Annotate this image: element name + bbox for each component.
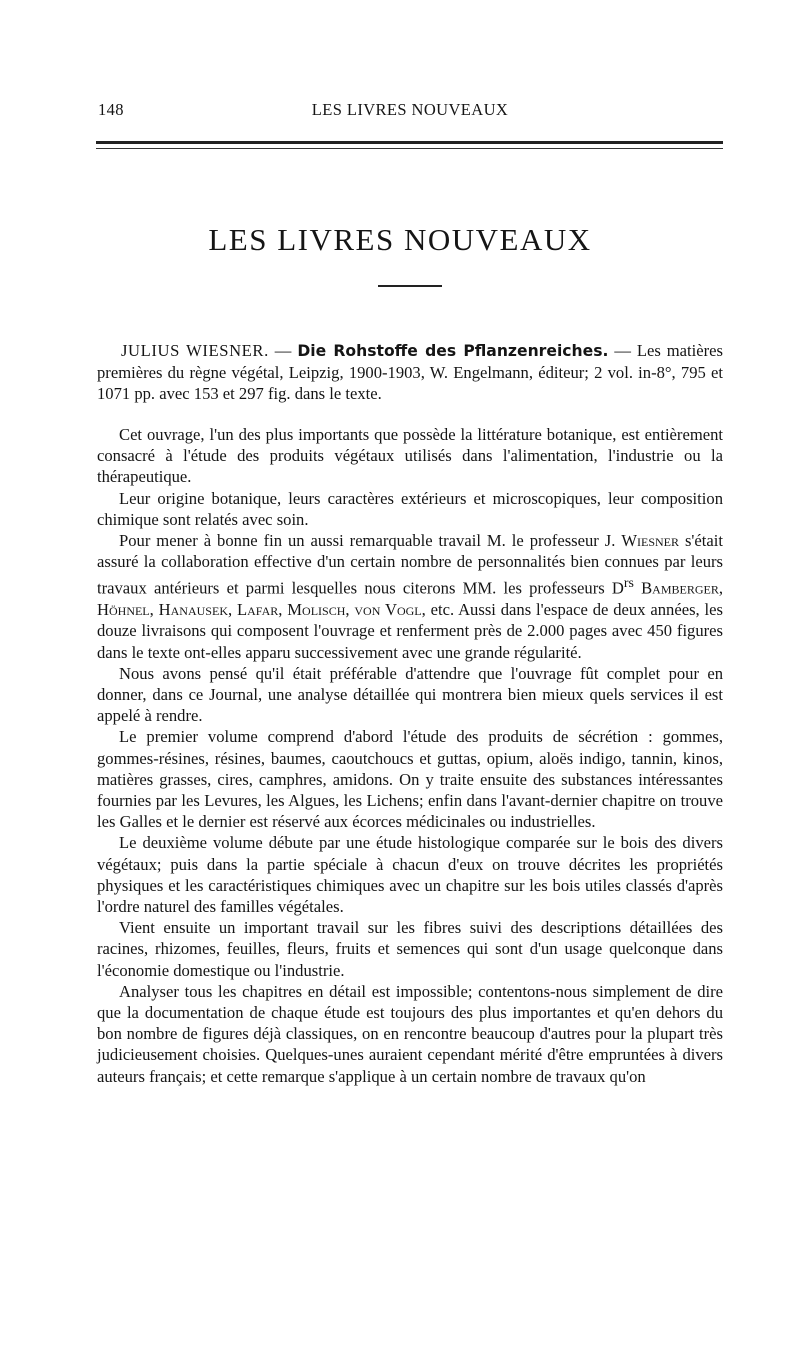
book-details: — Les matières premières du règne végétal, Leipzig, 1900-1903, W. Engelmann, éditeur; 2 vol. in-8°, 795 et 1071 pp. avec 153 et 297 fig. dans le texte. [97,341,723,404]
book-author: JULIUS WIESNER. [121,341,269,360]
paragraph-7: Vient ensuite un important travail sur les fibres suivi des descriptions détaillées des racines, rhizomes, feuilles, fleurs, fruits et semences qui sont d'un usage quelconque dans l'économie domestique ou l'industrie. [97,918,723,980]
section-title: LES LIVRES NOUVEAUX [208,222,592,257]
header-rule-thin [96,148,723,149]
author-name-wiesner: Wiesner [621,531,680,551]
book-title: Die Rohstoffe des Pflanzenreiches. [297,342,609,360]
page-number: 148 [98,100,124,119]
paragraph-4: Nous avons pensé qu'il était préférable d'attendre que l'ouvrage fût complet pour en donner, dans ce Journal, une analyse détaillée qui montrera bien mieux quels services il est appelé à rendre. [97,663,723,726]
doctors-superscript: rs [623,575,634,591]
paragraph-3-text-b: s'était assuré la collaboration effective d'un certain nombre de personnalités bien connues par leurs travaux antérieurs et parmi lesquelles nous citerons MM. les professeurs D [97,531,723,598]
review-body [97,424,723,1087]
paragraph-8: Analyser tous les chapitres en détail est impossible; contentons-nous simplement de dire que la documentation de chaque étude est toujours des plus importantes et qu'en dehors du bon nombre de figures déjà classiques, on en rencontre beaucoup d'autres pour la plupart très judicieusement choisies. Quelques-unes auraient cependant mérité d'être empruntées à divers auteurs français; et cette remarque s'applique à un certain nombre de travaux qu'on [97,981,723,1086]
title-underline [378,285,442,287]
paragraph-1: Cet ouvrage, l'un des plus importants que possède la littérature botanique, est entièrement consacré à l'étude des produits végétaux utilisés dans l'alimentation, l'industrie ou la thérapeutique. [97,425,723,487]
paragraph-3 [97,530,723,663]
paragraph-3-text-a: Pour mener à bonne fin un aussi remarquable travail M. le professeur J. [119,531,622,551]
paragraph-6: Le deuxième volume débute par une étude histologique comparée sur le bois des divers végétaux; puis dans la partie spéciale à chacun d'eux on trouve décrites les propriétés physiques et les caractéristiques chimiques avec un chapitre sur les bois utiles classés d'après l'ordre naturel des familles végétales. [97,833,723,916]
paragraph-3-text-c: , etc. Aussi dans l'espace de deux années, les douze livraisons qui composent l'ouvrage et renferment près de 2.000 pages avec 450 figures dans le texte ont-elles apparu successivement avec une grande régularité. [97,600,723,662]
paragraph-2: Leur origine botanique, leurs caractères extérieurs et microscopiques, leur composition chimique sont relatés avec soin. [97,488,723,529]
running-header [98,100,722,124]
running-title: LES LIVRES NOUVEAUX [311,100,509,119]
paragraph-5: Le premier volume comprend d'abord l'étude des produits de sécrétion : gommes, gommes-résines, résines, baumes, caoutchoucs et guttas, opium, aloës indigo, tannin, kinos, matières grasses, cires, camphres, amidons. On y traite ensuite des substances intéressantes fournies par les Levures, les Algues, les Lichens; enfin dans l'avant-dernier chapitre on trouve les Galles et le dernier est réservé aux écorces médicinales ou industrielles. [97,727,723,832]
collaborator-names: Bamberger, Höhnel, Hanausek, Lafar, Molisch, von Vogl [97,578,723,620]
book-entry-heading [97,340,723,405]
entry-dash: — [268,341,298,360]
header-rule-thick [96,141,723,144]
